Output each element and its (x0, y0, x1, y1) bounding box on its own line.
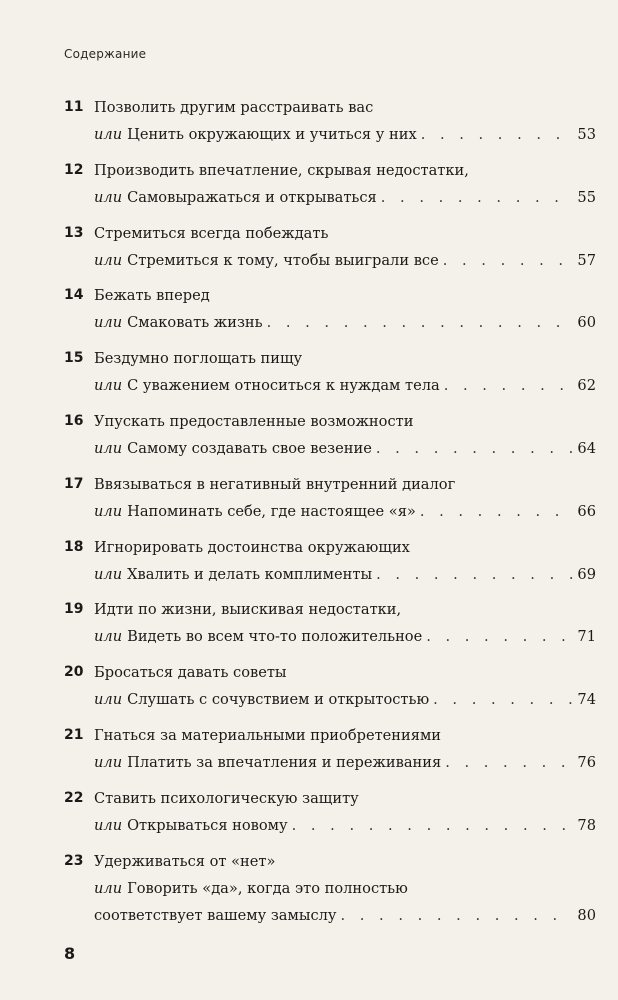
toc-entry[interactable] (64, 411, 596, 474)
entry-second-text: Говорить «да», когда это полностью (127, 879, 408, 897)
page-number: 55 (577, 188, 596, 206)
or-word: или (94, 565, 123, 583)
entry-first-line: Упускать предоставленные возможности (94, 412, 414, 430)
toc-entry[interactable] (64, 474, 596, 537)
page-number: 60 (577, 314, 596, 332)
entry-second-line (94, 312, 596, 334)
entry-first-line: Бросаться давать советы (94, 664, 287, 682)
entry-second-line (94, 375, 596, 397)
toc-entry[interactable] (64, 599, 596, 662)
entry-second-text: Самому создавать свое везение (127, 439, 372, 457)
entry-second-line (94, 438, 596, 460)
entry-second-text: Напоминать себе, где настоящее «я» (127, 502, 416, 520)
entry-second-text: С уважением относиться к нуждам тела (127, 377, 440, 395)
entry-number: 20 (64, 664, 84, 681)
entry-number: 17 (64, 475, 84, 492)
entry-first-line: Производить впечатление, скрывая недостатки, (94, 161, 469, 179)
entry-number: 21 (64, 726, 84, 743)
dot-leader (376, 438, 574, 460)
toc-entry[interactable] (64, 97, 596, 160)
dot-leader (420, 501, 574, 523)
entry-third-text: соответствует вашему замыслу (94, 906, 337, 924)
folio-page-number: 8 (64, 944, 76, 963)
entry-second-line (94, 250, 596, 272)
toc-entry[interactable] (64, 285, 596, 348)
or-word: или (94, 377, 123, 395)
entry-second-text-wrap (94, 438, 372, 460)
entry-second-text-wrap (94, 752, 441, 774)
entry-second-text-wrap (94, 815, 288, 837)
or-word: или (94, 879, 123, 897)
dot-leader (292, 815, 574, 837)
entry-second-text: Смаковать жизнь (127, 314, 263, 332)
entry-first-line: Игнорировать достоинства окружающих (94, 538, 410, 556)
page-number: 80 (577, 906, 596, 924)
entry-number: 18 (64, 538, 84, 555)
entry-first-line: Ввязываться в негативный внутренний диалог (94, 475, 456, 493)
dot-leader (381, 187, 574, 209)
entry-first-line: Стремиться всегда побеждать (94, 224, 329, 242)
page-number: 64 (577, 439, 596, 457)
entry-first-line: Идти по жизни, выискивая недостатки, (94, 601, 402, 619)
toc-entry[interactable] (64, 725, 596, 788)
or-word: или (94, 816, 123, 834)
entry-number: 19 (64, 601, 84, 618)
dot-leader (267, 312, 574, 334)
toc-entry[interactable] (64, 160, 596, 223)
entry-number: 13 (64, 224, 84, 241)
entry-second-line (94, 752, 596, 774)
entry-second-line (94, 878, 596, 900)
entry-first-line: Ставить психологическую защиту (94, 789, 359, 807)
running-head: Содержание (64, 47, 147, 61)
entry-second-line (94, 564, 596, 586)
page-number: 66 (577, 502, 596, 520)
toc-entry[interactable] (64, 851, 596, 961)
entry-second-text-wrap (94, 187, 377, 209)
dot-leader (426, 626, 573, 648)
toc-entry[interactable] (64, 788, 596, 851)
entry-third-line (94, 905, 596, 927)
entry-second-line (94, 187, 596, 209)
entry-number: 15 (64, 350, 84, 367)
toc-entry[interactable] (64, 537, 596, 600)
or-word: или (94, 691, 123, 709)
entry-second-text-wrap (94, 375, 440, 397)
entry-number: 11 (64, 99, 84, 115)
entry-number: 16 (64, 412, 84, 429)
table-of-contents (64, 97, 596, 961)
entry-second-text: Ценить окружающих и учиться у них (127, 126, 417, 143)
entry-number: 12 (64, 161, 84, 178)
entry-second-text-wrap (94, 124, 417, 146)
or-word: или (94, 753, 123, 771)
entry-second-line (94, 501, 596, 523)
entry-second-text-wrap (94, 689, 429, 711)
or-word: или (94, 188, 123, 206)
page-number: 62 (577, 377, 596, 395)
entry-second-line (94, 626, 596, 648)
or-word: или (94, 251, 123, 269)
page-number: 53 (577, 126, 596, 143)
entry-second-text: Слушать с сочувствием и открытостью (127, 691, 430, 709)
or-word: или (94, 628, 123, 646)
entry-second-text: Хвалить и делать комплименты (127, 565, 373, 583)
or-word: или (94, 439, 123, 457)
dot-leader (421, 124, 574, 146)
dot-leader (444, 375, 574, 397)
dot-leader (433, 689, 573, 711)
entry-second-text-wrap (94, 564, 372, 586)
or-word: или (94, 314, 123, 332)
entry-second-text: Самовыражаться и открываться (127, 188, 377, 206)
dot-leader (445, 752, 573, 774)
dot-leader (341, 905, 574, 927)
entry-second-text: Платить за впечатления и переживания (127, 753, 442, 771)
entry-number: 22 (64, 789, 84, 806)
entry-second-text-wrap (94, 312, 263, 334)
or-word: или (94, 126, 123, 143)
dot-leader (443, 250, 574, 272)
or-word: или (94, 502, 123, 520)
entry-second-text: Стремиться к тому, чтобы выиграли все (127, 251, 439, 269)
entry-second-text-wrap (94, 501, 416, 523)
entry-second-line (94, 124, 596, 146)
entry-first-line: Удерживаться от «нет» (94, 852, 276, 870)
toc-entry[interactable] (64, 348, 596, 411)
entry-first-line: Бежать вперед (94, 287, 210, 305)
entry-second-text: Открываться новому (127, 816, 288, 834)
page-number: 71 (577, 628, 596, 646)
page-number: 78 (577, 816, 596, 834)
page-number: 69 (577, 565, 596, 583)
toc-entry[interactable] (64, 662, 596, 725)
entry-second-line (94, 815, 596, 837)
page-number: 74 (577, 691, 596, 709)
toc-entry[interactable] (64, 223, 596, 286)
entry-second-text-wrap (94, 250, 439, 272)
entry-number: 23 (64, 852, 84, 869)
entry-second-line (94, 689, 596, 711)
entry-second-text-wrap (94, 626, 422, 648)
dot-leader (376, 564, 573, 586)
entry-second-text: Видеть во всем что-то положительное (127, 628, 423, 646)
entry-first-line: Позволить другим расстраивать вас (94, 99, 374, 116)
page-number: 57 (577, 251, 596, 269)
entry-number: 14 (64, 287, 84, 304)
page-number: 76 (577, 753, 596, 771)
entry-first-line: Гнаться за материальными приобретениями (94, 726, 442, 744)
entry-first-line: Бездумно поглощать пищу (94, 350, 303, 368)
